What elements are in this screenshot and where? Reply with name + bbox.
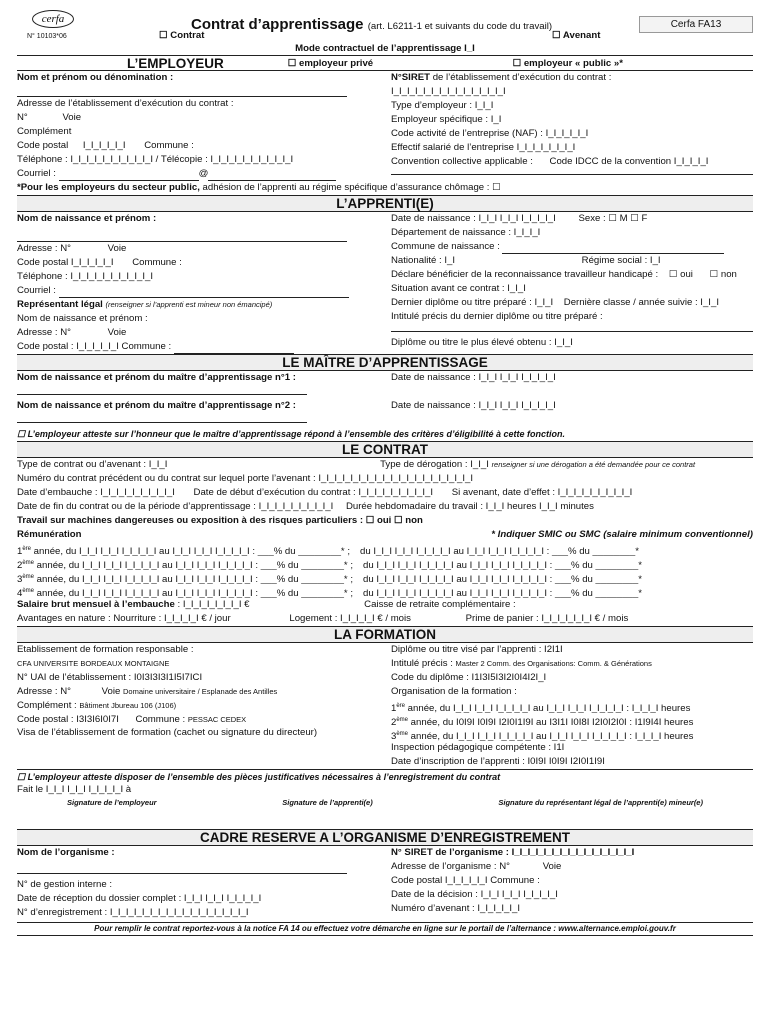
organisation-label: Organisation de la formation : xyxy=(391,686,517,697)
formation-rows xyxy=(391,699,753,741)
type-field[interactable]: Type de contrat ou d’avenant : I_I_I xyxy=(17,459,168,470)
year-number: 3 xyxy=(391,731,397,741)
naissance-line xyxy=(391,212,753,226)
contrat-checkbox[interactable] xyxy=(159,30,204,41)
fait-le-field[interactable]: Fait le I_I_I I_I_I I_I_I_I_I à xyxy=(17,784,132,795)
period-field-2[interactable]: du I_I_I I_I_I I_I_I_I_I au I_I_I I_I_I I_I_I_I_I : ___% du ________* xyxy=(363,588,642,598)
employeur-public-checkbox[interactable]: ☐ employeur « public »* xyxy=(512,58,623,69)
year-sup: ème xyxy=(22,560,35,566)
rep-legal-label: Représentant légal xyxy=(17,299,103,310)
section-organisme xyxy=(17,829,753,936)
etablissement-value[interactable]: CFA UNIVERSITE BORDEAUX MONTAIGNE xyxy=(17,657,337,671)
code-diplome-field[interactable]: Code du diplôme : I1I3I5I3I2I0I4I2I_I xyxy=(391,672,547,683)
voie-label: Voie xyxy=(62,112,82,123)
mode-contractuel: Mode contractuel de l’apprentissage I_I xyxy=(295,43,475,54)
maitre-attestation[interactable]: ☐ L’employeur atteste sur l’honneur que le maître d’apprentissage répond à l’ensemble des critères d’éligibilité à cette fonction. xyxy=(17,429,566,439)
avenant-effet-field[interactable]: Si avenant, date d’effet : I_I_I_I_I_I_I_I_I_I xyxy=(451,487,633,498)
voie-value[interactable]: Domaine universitaire / Esplanade des Antilles xyxy=(122,687,278,696)
section-apprenti xyxy=(17,195,753,354)
commune-naissance-line xyxy=(391,240,753,254)
remuneration-row xyxy=(17,542,753,556)
maitre2-field[interactable] xyxy=(17,413,307,423)
year-sup: ème xyxy=(22,588,35,594)
organisme-adresse-line xyxy=(391,860,753,874)
rep-adresse-line xyxy=(17,326,379,340)
apprenti-courriel-line xyxy=(17,284,379,298)
derogation-field[interactable]: Type de dérogation : I_I_I xyxy=(380,459,489,470)
voie-label: Voie xyxy=(107,327,127,338)
form xyxy=(17,7,753,936)
employeur-header xyxy=(17,56,753,71)
apprenti-cp-line xyxy=(17,256,379,270)
formation-cp-line xyxy=(17,713,379,727)
formation-year-row[interactable] xyxy=(391,713,753,727)
derogation-note: renseigner si une dérogation a été demandée pour ce contrat xyxy=(491,460,696,469)
intitule-value[interactable]: Master 2 Comm. des Organisations: Comm. & Générations xyxy=(456,657,748,671)
form-title-sub: (art. L6211-1 et suivants du code du travail) xyxy=(367,21,553,32)
maitre2-label: Nom de naissance et prénom du maître d’apprentissage n°2 : xyxy=(17,400,296,411)
maitre2-naissance[interactable]: Date de naissance : I_I_I I_I_I I_I_I_I_I xyxy=(391,400,556,411)
logement-field[interactable]: Logement : I_I_I_I_I € / mois xyxy=(289,613,411,624)
numero-field[interactable]: Numéro du contrat précédent ou du contrat sur lequel porte l’avenant : I_I_I_I_I_I_I_I_I_I_I_I_I_I_I_I_I_I_I_I xyxy=(17,473,474,484)
formation-adresse-line xyxy=(17,685,379,699)
handicap-non[interactable]: ☐ non xyxy=(709,269,737,280)
regime-field[interactable]: Régime social : I_I xyxy=(581,255,661,266)
annee-label: année, du xyxy=(34,588,83,598)
fin-field[interactable]: Date de fin du contrat ou de la période d’apprentissage : I_I_I_I_I_I_I_I_I_I xyxy=(17,501,334,512)
form-header xyxy=(17,7,753,55)
form-title-main: Contrat d’apprentissage xyxy=(191,16,364,33)
contrat-type-line xyxy=(17,458,753,472)
salaire-field[interactable]: : I_I_I_I_I_I_I_I € xyxy=(174,599,250,610)
courriel-field[interactable] xyxy=(59,288,349,298)
commune-label: Commune : xyxy=(132,257,182,268)
effectif-field[interactable]: Effectif salarié de l’entreprise I_I_I_I_I_I_I_I xyxy=(391,142,576,153)
voie-label: Voie xyxy=(542,861,562,872)
year-sup: ère xyxy=(396,703,406,709)
machines-field[interactable]: Travail sur machines dangereuses ou exposition à des risques particuliers : ☐ oui ☐ non xyxy=(17,515,423,526)
embauche-field[interactable]: Date d’embauche : I_I_I_I_I_I_I_I_I_I xyxy=(17,487,175,498)
section-title: L’EMPLOYEUR xyxy=(127,56,224,71)
remuneration-rows xyxy=(17,542,753,598)
organisme-cp-field[interactable]: Code postal I_I_I_I_I_I Commune : xyxy=(391,875,540,886)
year-number: 2 xyxy=(391,717,397,727)
adresse-label: Adresse de l’organisme : N° xyxy=(391,861,511,872)
siret-line xyxy=(391,71,753,85)
voie-label: Voie xyxy=(101,686,121,697)
adresse-label: Adresse : N° xyxy=(17,327,71,338)
diplome-vise-field[interactable]: Diplôme ou titre visé par l’apprenti : I2I1I xyxy=(391,644,563,655)
etablissement-label: Etablissement de formation responsable : xyxy=(17,644,194,655)
sig-apprenti[interactable]: Signature de l’apprenti(e) xyxy=(282,798,373,807)
nom-label: Nom et prénom ou dénomination : xyxy=(17,72,174,83)
cp-value[interactable]: I_I_I_I_I_I xyxy=(82,140,126,151)
form-title xyxy=(191,16,552,33)
period-field-1[interactable]: I_I_I I_I_I I_I_I_I_I au I_I_I I_I_I I_I_I_I_I : ___% du ________* ; xyxy=(79,546,350,556)
siret-label: N°SIRET xyxy=(391,72,431,83)
organisme-siret[interactable]: N° SIRET de l’organisme : I_I_I_I_I_I_I_I_I_I_I_I_I_I_I_I xyxy=(391,847,635,858)
year-number: 1 xyxy=(391,703,397,713)
naf-field[interactable]: Code activité de l’entreprise (NAF) : I_I_I_I_I_I xyxy=(391,128,589,139)
annee-label: année, du xyxy=(34,560,83,570)
intitule-line xyxy=(391,657,753,671)
section-title: CADRE RESERVE A L’ORGANISME D’ENREGISTREMENT xyxy=(17,830,753,846)
decision-field[interactable]: Date de la décision : I_I_I I_I_I I_I_I_I_I xyxy=(391,889,558,900)
type-employeur[interactable]: Type d’employeur : I_I_I xyxy=(391,100,494,111)
maitre1-naissance[interactable]: Date de naissance : I_I_I I_I_I I_I_I_I_I xyxy=(391,372,556,383)
maitre1-field[interactable] xyxy=(17,385,307,395)
uai-field[interactable]: N° UAI de l’établissement : I0I3I3I3I1I5I7ICI xyxy=(17,672,203,683)
apprenti-nom-label: Nom de naissance et prénom : xyxy=(17,213,157,224)
rep-cp-field[interactable]: Code postal : I_I_I_I_I_I Commune : xyxy=(17,341,172,352)
rep-legal-note: (renseigner si l’apprenti est mineur non émancipé) xyxy=(105,300,273,309)
employeur-specifique[interactable]: Employeur spécifique : I_I xyxy=(391,114,502,125)
year-sup: ème xyxy=(396,731,409,737)
dates-line xyxy=(17,486,753,500)
voie-label: Voie xyxy=(107,243,127,254)
adresse-label: Adresse : N° xyxy=(17,686,71,697)
duree-field[interactable]: Durée hebdomadaire du travail : I_I_I heures I_I_I minutes xyxy=(345,501,594,512)
nationalite-line xyxy=(391,254,753,268)
siret-desc: de l’établissement d’exécution du contrat : xyxy=(432,72,612,83)
dernier-diplome-field[interactable]: Dernier diplôme ou titre préparé : I_I_I xyxy=(391,297,554,308)
remuneration-label: Rémunération xyxy=(17,529,82,540)
annee-label: année, du xyxy=(34,574,83,584)
formation-attestation[interactable]: ☐ L’employeur atteste disposer de l’ensemble des pièces justificatives nécessaires à l’enregistrement du contrat xyxy=(17,769,753,783)
signatures xyxy=(17,797,753,809)
formation-year-row[interactable] xyxy=(391,727,753,741)
period-field-1[interactable]: I_I_I I_I_I I_I_I_I_I au I_I_I I_I_I I_I_I_I_I : ___% du ________* ; xyxy=(82,574,353,584)
telephone-field[interactable]: Téléphone : I_I_I_I_I_I_I_I_I_I_I / Télécopie : I_I_I_I_I_I_I_I_I_I_I xyxy=(17,154,294,165)
handicap-oui[interactable]: ☐ oui xyxy=(668,269,693,280)
year-sup: ème xyxy=(396,717,409,723)
courriel-label: Courriel : xyxy=(17,168,56,179)
year-number: 4 xyxy=(17,588,23,598)
period-field-2[interactable]: du I_I_I I_I_I I_I_I_I_I au I_I_I I_I_I I_I_I_I_I : ___% du ________* xyxy=(363,574,642,584)
section-title: L’APPRENTI(E) xyxy=(17,196,753,212)
public-note-text[interactable]: adhésion de l’apprenti au régime spécifique d’assurance chômage : ☐ xyxy=(199,182,501,193)
diplome-eleve-field[interactable]: Diplôme ou titre le plus élevé obtenu : I_I_I xyxy=(391,337,573,348)
convention-line xyxy=(391,155,753,169)
year-text[interactable]: année, du I_I_I I_I_I I_I_I_I_I au I_I_I I_I_I I_I_I_I_I : I_I_I_I heures xyxy=(405,703,691,713)
nationalite-field[interactable]: Nationalité : I_I xyxy=(391,255,455,266)
remuneration-line xyxy=(17,528,753,542)
period-field-2[interactable]: du I_I_I I_I_I I_I_I_I_I au I_I_I I_I_I I_I_I_I_I : ___% du ________* xyxy=(363,560,642,570)
contrat-label: Contrat xyxy=(170,30,205,41)
formation-year-row[interactable] xyxy=(391,699,753,713)
handicap-label: Déclare bénéficier de la reconnaissance travailleur handicapé : xyxy=(391,269,659,280)
remuneration-row xyxy=(17,584,753,598)
complement-line xyxy=(17,699,379,713)
remuneration-row xyxy=(17,570,753,584)
section-formation xyxy=(17,626,753,829)
year-sup: ème xyxy=(22,574,35,580)
form-number: N° 10103*06 xyxy=(27,33,67,40)
debut-field[interactable]: Date de début d’exécution du contrat : I_I_I_I_I_I_I_I_I_I xyxy=(193,487,434,498)
fin-line xyxy=(17,500,753,514)
rep-legal-line xyxy=(17,298,379,312)
avantages-line xyxy=(17,612,753,626)
dernier-line xyxy=(391,296,753,310)
handicap-line xyxy=(391,268,753,282)
organisme-nom-field[interactable] xyxy=(17,860,347,874)
year-number: 3 xyxy=(17,574,23,584)
section-contrat xyxy=(17,441,753,626)
derniere-classe-field[interactable]: Dernière classe / année suivie : I_I_I xyxy=(563,297,719,308)
rep-cp-line xyxy=(17,340,379,354)
section-employeur xyxy=(17,55,753,195)
year-text[interactable]: année, du I_I_I I_I_I I_I_I_I_I au I_I_I I_I_I I_I_I_I_I : I_I_I_I heures xyxy=(408,731,694,741)
siret-field[interactable]: I_I_I_I_I_I_I_I_I_I_I_I_I_I_I xyxy=(391,86,506,97)
idcc-field[interactable]: Code IDCC de la convention I_I_I_I_I xyxy=(549,156,709,167)
avenant-checkbox[interactable] xyxy=(552,30,600,41)
commune-naissance-field[interactable] xyxy=(502,244,724,254)
etablissement-line xyxy=(17,657,379,671)
convention-underline xyxy=(391,169,753,175)
enregistrement-field[interactable]: N° d’enregistrement : I_I_I_I_I_I_I_I_I_I_I_I_I_I_I_I_I_I xyxy=(17,907,249,918)
apprenti-nom-field[interactable] xyxy=(17,226,347,242)
year-number: 2 xyxy=(17,560,23,570)
naissance-field[interactable]: Date de naissance : I_I_I I_I_I I_I_I_I_I xyxy=(391,213,556,224)
at-sign: @ xyxy=(198,168,209,179)
avenant-label: Avenant xyxy=(562,30,601,41)
footer-note: Pour remplir le contrat reportez-vous à la notice FA 14 ou effectuez votre démarche en ligne sur le portail de l’alternance : www.alternance.emploi.gouv.fr xyxy=(17,922,753,936)
apprenti-telephone[interactable]: Téléphone : I_I_I_I_I_I_I_I_I_I_I xyxy=(17,271,154,282)
section-title: LA FORMATION xyxy=(17,627,753,643)
salaire-line xyxy=(17,598,753,612)
period-field-2[interactable]: du I_I_I I_I_I I_I_I_I_I au I_I_I I_I_I I_I_I_I_I : ___% du ________* xyxy=(360,546,639,556)
cp-field[interactable]: Code postal I_I_I_I_I_I xyxy=(17,257,114,268)
caisse-label: Caisse de retraite complémentaire : xyxy=(364,599,516,610)
adresse-line xyxy=(17,111,379,125)
cerfa-badge: Cerfa FA13 xyxy=(639,16,753,33)
cp-label: Code postal xyxy=(17,140,69,151)
sig-representant[interactable]: Signature du représentant légal de l’apprenti(e) mineur(e) xyxy=(498,798,703,807)
period-field-1[interactable]: I_I_I I_I_I I_I_I_I_I au I_I_I I_I_I I_I_I_I_I : ___% du ________* ; xyxy=(82,560,353,570)
organisme-nom-label: Nom de l’organisme : xyxy=(17,847,115,858)
commune-label: Commune : xyxy=(144,140,194,151)
maitre1-label: Nom de naissance et prénom du maître d’apprentissage n°1 : xyxy=(17,372,296,383)
rep-nom-label: Nom de naissance et prénom : xyxy=(17,313,148,324)
smic-note: * Indiquer SMIC ou SMC (salaire minimum conventionnel) xyxy=(491,529,753,540)
salaire-label: Salaire brut mensuel à l’embauche xyxy=(17,599,175,610)
departement-field[interactable]: Département de naissance : I_I_I_I xyxy=(391,227,541,238)
employeur-prive-checkbox[interactable]: ☐ employeur privé xyxy=(287,58,374,69)
nourriture-field[interactable]: Avantages en nature : Nourriture : I_I_I_I_I € / jour xyxy=(17,613,231,624)
convention-label: Convention collective applicable : xyxy=(391,156,533,167)
adresse-label: Adresse : N° xyxy=(17,243,71,254)
courriel-label: Courriel : xyxy=(17,285,56,296)
public-note-bold: *Pour les employeurs du secteur public, xyxy=(17,182,200,193)
cerfa-logo: cerfa xyxy=(32,10,74,28)
gestion-label: N° de gestion interne : xyxy=(17,879,113,890)
cp-line xyxy=(17,139,379,153)
year-text[interactable]: année, du I0I9I I0I9I I2I0I1I9I au I3I1I I0I8I I2I0I2I0I : I1I9I4I heures xyxy=(408,717,694,727)
courriel-field[interactable] xyxy=(59,171,199,181)
visa-label: Visa de l’établissement de formation (cachet ou signature du directeur) xyxy=(17,727,318,738)
reception-field[interactable]: Date de réception du dossier complet : I_I_I I_I_I I_I_I_I_I xyxy=(17,893,262,904)
courriel-domain-field[interactable] xyxy=(208,171,336,181)
intitule-label: Intitulé précis : xyxy=(391,658,453,669)
courriel-line xyxy=(17,167,379,181)
rep-commune-field[interactable] xyxy=(174,344,294,354)
sig-employeur[interactable]: Signature de l’employeur xyxy=(67,798,157,807)
section-maitre xyxy=(17,354,753,441)
adresse-label: Adresse de l’établissement d’exécution du contrat : xyxy=(17,98,234,109)
year-sup: ère xyxy=(22,546,32,552)
nom-field[interactable] xyxy=(17,85,347,97)
section-title: LE MAÎTRE D’APPRENTISSAGE xyxy=(17,355,753,371)
checkbox-icon: ☐ xyxy=(552,30,561,41)
complement-label: Complément xyxy=(17,126,72,137)
intitule-field[interactable] xyxy=(391,324,753,332)
public-note xyxy=(17,181,753,195)
no-label: N° xyxy=(17,112,28,123)
cp-field[interactable]: Code postal : I3I3I6I0I7I xyxy=(17,714,119,725)
checkbox-icon: ☐ xyxy=(159,30,168,41)
annee-label: année, du xyxy=(31,546,80,556)
period-field-1[interactable]: I_I_I I_I_I I_I_I_I_I au I_I_I I_I_I I_I_I_I_I : ___% du ________* ; xyxy=(82,588,353,598)
situation-field[interactable]: Situation avant ce contrat : I_I_I xyxy=(391,283,526,294)
commune-naissance-label: Commune de naissance : xyxy=(391,241,500,252)
remuneration-row xyxy=(17,556,753,570)
complement-value[interactable]: Bâtiment Jbureau 106 (J106) xyxy=(79,701,177,710)
year-number: 1 xyxy=(17,546,23,556)
section-title: LE CONTRAT xyxy=(17,442,753,458)
complement-label: Complément : xyxy=(17,700,77,711)
signature-space xyxy=(17,809,753,829)
numero-avenant-field[interactable]: Numéro d’avenant : I_I_I_I_I_I xyxy=(391,903,521,914)
intitule-label: Intitulé précis du dernier diplôme ou titre préparé : xyxy=(391,311,603,322)
inspection-field[interactable]: Inspection pédagogique compétente : I1I xyxy=(391,742,565,753)
panier-field[interactable]: Prime de panier : I_I_I_I_I_I_I € / mois xyxy=(465,613,629,624)
apprenti-adresse-line xyxy=(17,242,379,256)
commune-value[interactable]: PESSAC CEDEX xyxy=(187,715,247,724)
commune-label: Commune : xyxy=(135,714,186,725)
inscription-field[interactable]: Date d’inscription de l’apprenti : I0I9I I0I9I I2I0I1I9I xyxy=(391,756,605,767)
sexe-field[interactable]: Sexe : ☐ M ☐ F xyxy=(578,213,648,224)
